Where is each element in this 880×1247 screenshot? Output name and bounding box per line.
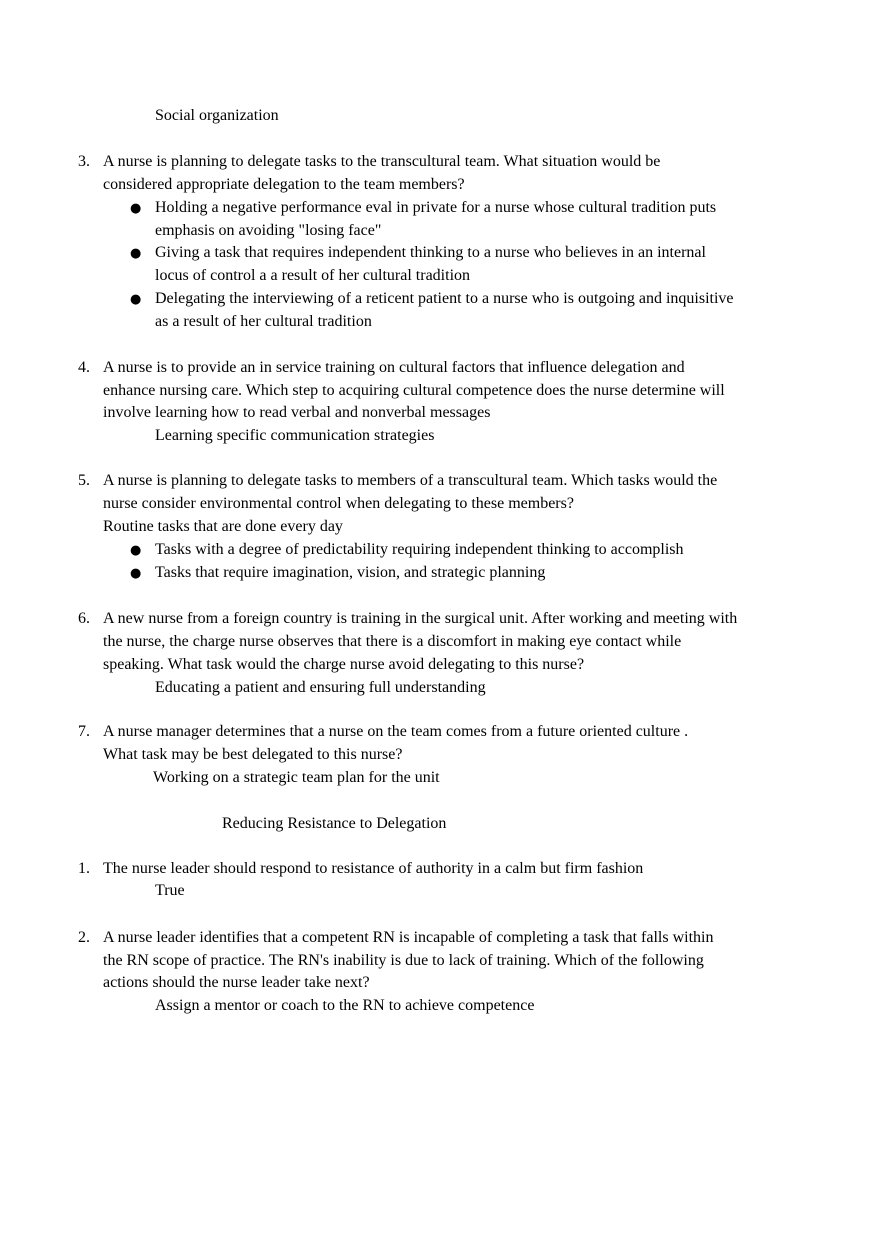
option-text-line: Delegating the interviewing of a reticent patient to a nurse who is outgoing and inquisitive [155, 290, 734, 307]
section-heading: Reducing Resistance to Delegation [222, 815, 447, 832]
answer-text: Assign a mentor or coach to the RN to achieve competence [155, 997, 535, 1014]
intro-answer: Social organization [155, 107, 279, 124]
question-number: 3. [78, 153, 90, 170]
question-number: 5. [78, 472, 90, 489]
option-text-line: Tasks that require imagination, vision, and strategic planning [155, 564, 546, 581]
question-text-line: A nurse is planning to delegate tasks to members of a transcultural team. Which tasks would the [103, 472, 718, 489]
question-text-line: Routine tasks that are done every day [103, 518, 343, 535]
question-text-line: What task may be best delegated to this nurse? [103, 746, 403, 763]
question-number: 7. [78, 723, 90, 740]
bullet-icon: ● [130, 543, 142, 558]
question-number: 4. [78, 359, 90, 376]
question-text-line: The nurse leader should respond to resistance of authority in a calm but firm fashion [103, 860, 644, 877]
question-number: 2. [78, 929, 90, 946]
question-number: 1. [78, 860, 90, 877]
question-text-line: speaking. What task would the charge nurse avoid delegating to this nurse? [103, 656, 585, 673]
question-text-line: nurse consider environmental control when delegating to these members? [103, 495, 574, 512]
question-text-line: the RN scope of practice. The RN's inability is due to lack of training. Which of the following [103, 952, 704, 969]
bullet-icon: ● [130, 201, 142, 216]
option-text-line: locus of control a a result of her cultural tradition [155, 267, 471, 284]
answer-text: Learning specific communication strategies [155, 427, 435, 444]
option-text-line: Giving a task that requires independent thinking to a nurse who believes in an internal [155, 244, 706, 261]
question-text-line: the nurse, the charge nurse observes that there is a discomfort in making eye contact while [103, 633, 682, 650]
bullet-icon: ● [130, 292, 142, 307]
question-number: 6. [78, 610, 90, 627]
question-text-line: involve learning how to read verbal and nonverbal messages [103, 404, 491, 421]
question-text-line: A nurse leader identifies that a competent RN is incapable of completing a task that falls within [103, 929, 714, 946]
option-text-line: Holding a negative performance eval in private for a nurse whose cultural tradition puts [155, 199, 717, 216]
question-text-line: considered appropriate delegation to the team members? [103, 176, 465, 193]
option-text-line: Tasks with a degree of predictability requiring independent thinking to accomplish [155, 541, 684, 558]
option-text-line: emphasis on avoiding "losing face" [155, 222, 382, 239]
answer-text: True [155, 882, 185, 899]
question-text-line: actions should the nurse leader take next? [103, 974, 370, 991]
bullet-icon: ● [130, 246, 142, 261]
option-text-line: as a result of her cultural tradition [155, 313, 372, 330]
answer-text: Working on a strategic team plan for the unit [153, 769, 440, 786]
question-text-line: A nurse manager determines that a nurse on the team comes from a future oriented culture . [103, 723, 689, 740]
question-text-line: A nurse is planning to delegate tasks to the transcultural team. What situation would be [103, 153, 661, 170]
question-text-line: enhance nursing care. Which step to acquiring cultural competence does the nurse determine will [103, 382, 725, 399]
bullet-icon: ● [130, 566, 142, 581]
answer-text: Educating a patient and ensuring full understanding [155, 679, 486, 696]
question-text-line: A nurse is to provide an in service training on cultural factors that influence delegation and [103, 359, 685, 376]
question-text-line: A new nurse from a foreign country is training in the surgical unit. After working and meeting with [103, 610, 738, 627]
